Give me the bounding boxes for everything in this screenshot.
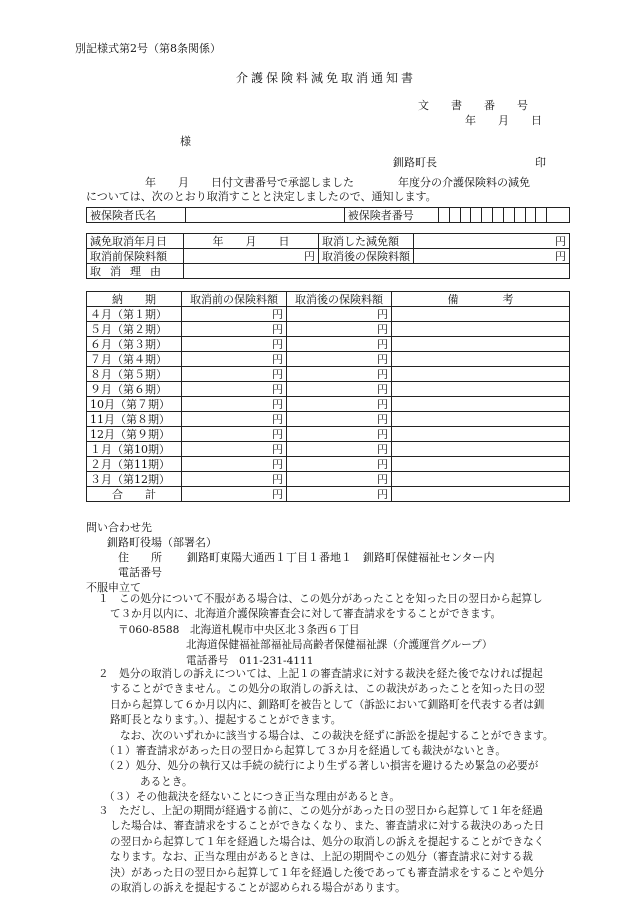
table-row — [87, 352, 570, 367]
cancelled-amount-field[interactable]: 円 — [414, 234, 570, 249]
remarks-cell[interactable] — [392, 412, 570, 427]
table-row — [87, 337, 570, 352]
period-cell: ２月（第11期） — [87, 457, 182, 472]
insured-name-field[interactable] — [185, 208, 344, 223]
appeal-text: した場合は、審査請求をすることができなくなり、また、審査請求に対する裁決のあった日 — [110, 820, 545, 833]
table-row — [87, 427, 570, 442]
remarks-cell[interactable] — [392, 367, 570, 382]
total-row — [87, 487, 570, 502]
insured-number-digit[interactable] — [460, 208, 471, 223]
appeal-section-1 — [98, 592, 543, 669]
appeal-text: の取消しの訴えを提起することが認められる場合があります。 — [110, 882, 406, 895]
intro-line-1: 年 月 日付文書番号で承認しました 年度分の介護保険料の減免 — [145, 176, 530, 189]
before-cell[interactable]: 円 — [182, 307, 287, 322]
insured-number-digit[interactable] — [482, 208, 493, 223]
appeal-agency-phone: 電話番号 011-231-4111 — [186, 654, 314, 667]
insured-table — [86, 207, 570, 223]
period-cell: ７月（第４期） — [87, 352, 182, 367]
before-amount-label: 取消前保険料額 — [87, 249, 184, 264]
appeal-item: （１）審査請求があった日の翌日から起算して３か月を経過しても裁決がないとき。 — [104, 745, 507, 758]
after-cell[interactable]: 円 — [287, 337, 392, 352]
after-cell[interactable]: 円 — [287, 322, 392, 337]
after-cell[interactable]: 円 — [287, 382, 392, 397]
table-row — [87, 397, 570, 412]
total-after-cell[interactable]: 円 — [287, 487, 392, 502]
before-cell[interactable]: 円 — [182, 427, 287, 442]
insured-number-digit[interactable] — [449, 208, 460, 223]
contact-heading: 問い合わせ先 — [86, 521, 152, 534]
contact-office: 釧路町役場（部署名） — [107, 536, 217, 549]
remarks-cell[interactable] — [392, 457, 570, 472]
remarks-cell[interactable] — [392, 352, 570, 367]
before-amount-field[interactable]: 円 — [184, 249, 319, 264]
period-cell: １月（第10期） — [87, 442, 182, 457]
reason-label: 取消理由 — [87, 264, 184, 279]
insured-number-digit[interactable] — [525, 208, 536, 223]
cancel-date-label: 減免取消年月日 — [87, 234, 184, 249]
insured-number-digit[interactable] — [493, 208, 504, 223]
appeal-agency: 北海道保健福祉部福祉局高齢者保健福祉課（介護運営グループ） — [186, 639, 493, 652]
table-row — [87, 457, 570, 472]
appeal-text: １ この処分について不服がある場合は、この処分があったことを知った日の翌日から起算し — [98, 593, 543, 605]
appeal-text: なお、次のいずれかに該当する場合は、この裁決を経ずに訴訟を提起することができます。 — [120, 729, 554, 742]
before-cell[interactable]: 円 — [182, 382, 287, 397]
appeal-text: 日から起算して６か月以内に、釧路町を被告として（訴訟において釧路町を代表する者は釧 — [110, 698, 545, 711]
appeal-text: の翌日から起算して１年を経過した場合は、処分の取消しの訴えを提起することができなく — [110, 835, 545, 848]
col-header-remarks: 備 考 — [392, 292, 570, 307]
form-label: 別記様式第2号（第8条関係） — [75, 42, 221, 55]
total-before-cell[interactable]: 円 — [182, 487, 287, 502]
total-label: 合 計 — [87, 487, 182, 502]
remarks-cell[interactable] — [392, 307, 570, 322]
appeal-text: 決）があった日の翌日から起算して１年を経過した後であっても審査請求をすることや処分 — [110, 866, 545, 879]
insured-number-digit[interactable] — [438, 208, 449, 223]
schedule-table — [86, 291, 570, 502]
contact-phone-label: 電話番号 — [118, 566, 162, 579]
appeal-text: ３ ただし、上記の期間が経過する前に、この処分があった日の翌日から起算して１年を経過 — [98, 805, 543, 817]
col-header-before: 取消前の保険料額 — [182, 292, 287, 307]
insured-number-label: 被保険者番号 — [344, 208, 438, 223]
remarks-cell[interactable] — [392, 427, 570, 442]
remarks-cell[interactable] — [392, 337, 570, 352]
table-row — [87, 382, 570, 397]
insured-name-label: 被保険者氏名 — [87, 208, 186, 223]
appeal-item: あるとき。 — [140, 775, 193, 788]
before-cell[interactable]: 円 — [182, 442, 287, 457]
col-header-period: 納 期 — [87, 292, 182, 307]
reason-field[interactable] — [184, 264, 570, 279]
after-amount-field[interactable]: 円 — [414, 249, 570, 264]
insured-number-digit[interactable] — [514, 208, 525, 223]
table-row — [87, 367, 570, 382]
insured-number-digit[interactable] — [547, 208, 570, 223]
contact-address-label: 住 所 — [118, 551, 162, 564]
appeal-text: ２ 処分の取消しの訴えについては、上記１の審査請求に対する裁決を経た後でなければ提起 — [98, 668, 543, 680]
contact-address: 釧路町東陽大通西１丁目１番地１ 釧路町保健福祉センター内 — [187, 551, 495, 564]
period-cell: ５月（第２期） — [87, 322, 182, 337]
intro-line-2: については、次のとおり取消すことと決定しましたので、通知します。 — [86, 190, 437, 203]
cancel-date-value[interactable]: 年 月 日 — [184, 234, 319, 249]
appeal-item: （２）処分、処分の執行又は手続の続行により生ずる著しい損害を避けるため緊急の必要が — [104, 760, 539, 773]
period-cell: ８月（第５期） — [87, 367, 182, 382]
table-row — [87, 442, 570, 457]
appeal-text: 路町長となります。）、提起することができます。 — [110, 714, 342, 727]
after-cell[interactable]: 円 — [287, 472, 392, 487]
appeal-postal: 〒060-8588 北海道札幌市中央区北３条西６丁目 — [118, 623, 360, 636]
doc-date: 年 月 日 — [465, 114, 542, 127]
before-cell[interactable]: 円 — [182, 457, 287, 472]
table-row — [87, 322, 570, 337]
period-cell: 10月（第７期） — [87, 397, 182, 412]
doc-number-label: 文 書 番 号 — [418, 99, 528, 112]
cancelled-amount-label: 取消した減免額 — [319, 234, 414, 249]
after-cell[interactable]: 円 — [287, 442, 392, 457]
before-cell[interactable]: 円 — [182, 337, 287, 352]
appeal-text: することができません。この処分の取消しの訴えは、この裁決があったことを知った日の翌 — [110, 683, 545, 696]
before-cell[interactable]: 円 — [182, 352, 287, 367]
appeal-text: て３か月以内に、北海道介護保険審査会に対して審査請求をすることができます。 — [110, 608, 502, 621]
summary-table — [86, 233, 570, 279]
remarks-cell[interactable] — [392, 472, 570, 487]
after-cell[interactable]: 円 — [287, 412, 392, 427]
period-cell: ３月（第12期） — [87, 472, 182, 487]
after-cell[interactable]: 円 — [287, 367, 392, 382]
after-cell[interactable]: 円 — [287, 307, 392, 322]
after-cell[interactable]: 円 — [287, 397, 392, 412]
appeal-section-2 — [98, 667, 554, 806]
seal-mark: 印 — [535, 156, 546, 169]
after-cell[interactable]: 円 — [287, 457, 392, 472]
remarks-cell[interactable] — [392, 442, 570, 457]
addressee-suffix: 様 — [180, 135, 191, 148]
before-cell[interactable]: 円 — [182, 412, 287, 427]
after-cell[interactable]: 円 — [287, 352, 392, 367]
after-cell[interactable]: 円 — [287, 427, 392, 442]
appeal-section-3 — [98, 804, 544, 896]
before-cell[interactable]: 円 — [182, 397, 287, 412]
insured-number-digit[interactable] — [503, 208, 514, 223]
issuer-name: 釧路町長 — [393, 156, 437, 169]
col-header-after: 取消後の保険料額 — [287, 292, 392, 307]
table-row — [87, 472, 570, 487]
after-amount-label: 取消後の保険料額 — [319, 249, 414, 264]
insured-number-digit[interactable] — [471, 208, 482, 223]
table-row — [87, 412, 570, 427]
remarks-cell[interactable] — [392, 397, 570, 412]
document-title: 介護保険料減免取消通知書 — [236, 71, 417, 85]
period-cell: ６月（第３期） — [87, 337, 182, 352]
before-cell[interactable]: 円 — [182, 367, 287, 382]
remarks-cell[interactable] — [392, 322, 570, 337]
period-cell: 12月（第９期） — [87, 427, 182, 442]
total-remarks-cell[interactable] — [392, 487, 570, 502]
before-cell[interactable]: 円 — [182, 322, 287, 337]
period-cell: ４月（第１期） — [87, 307, 182, 322]
before-cell[interactable]: 円 — [182, 472, 287, 487]
appeal-item: （３）その他裁決を経ないことにつき正当な理由があるとき。 — [104, 791, 400, 804]
remarks-cell[interactable] — [392, 382, 570, 397]
period-cell: 11月（第８期） — [87, 412, 182, 427]
period-cell: ９月（第６期） — [87, 382, 182, 397]
table-row — [87, 307, 570, 322]
insured-number-digit[interactable] — [536, 208, 547, 223]
appeal-heading: 不服申立て — [86, 581, 141, 594]
appeal-text: なります。なお、正当な理由があるときは、上記の期間やこの処分（審査請求に対する裁 — [110, 851, 533, 864]
